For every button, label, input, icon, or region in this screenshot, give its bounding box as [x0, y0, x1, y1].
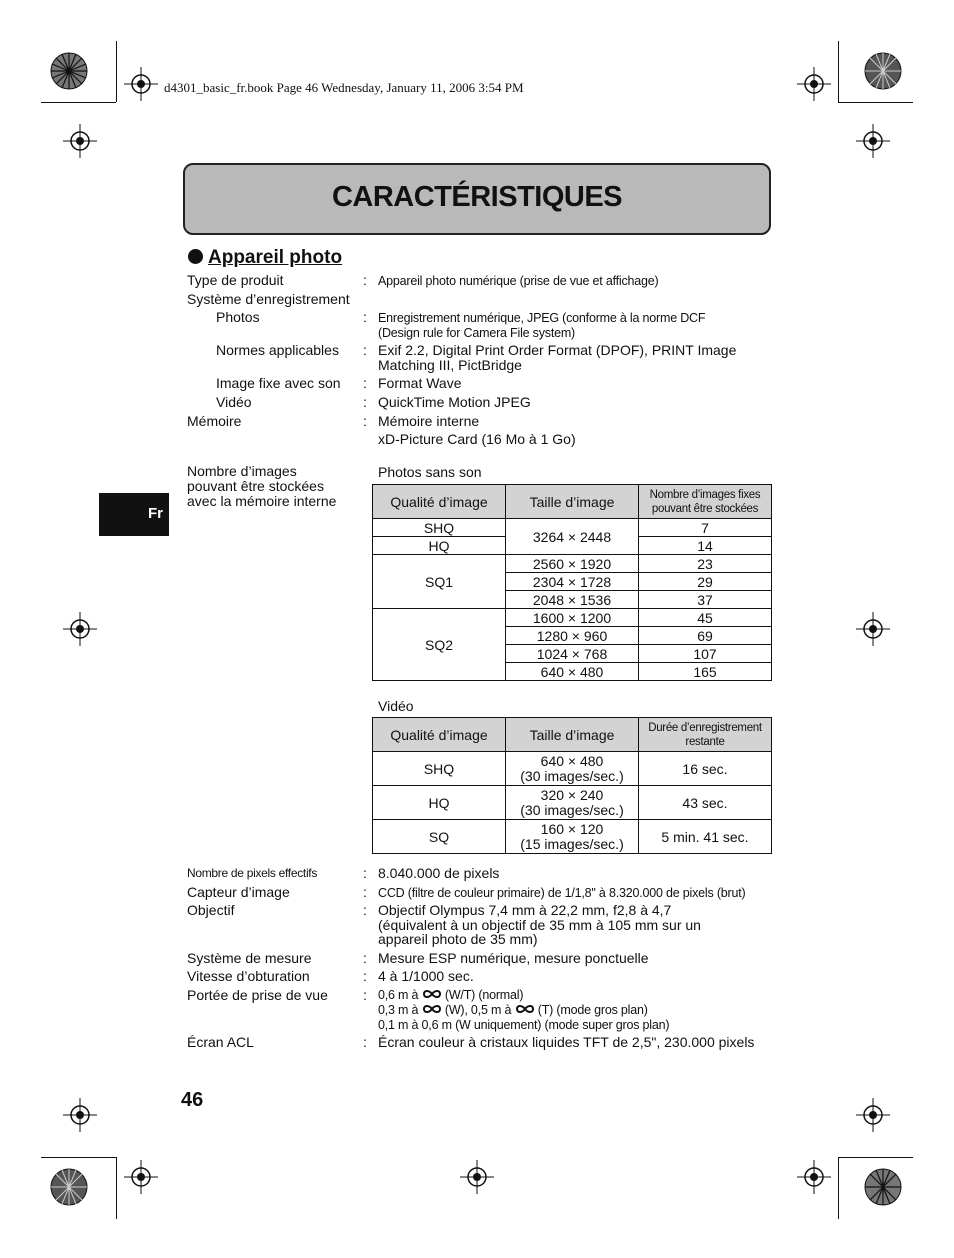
section-title: [188, 247, 342, 269]
spec-value: QuickTime Motion JPEG: [378, 394, 531, 410]
table-cell: 5 min. 41 sec.: [639, 820, 772, 854]
table-cell: HQ: [373, 537, 506, 555]
table-cell: 3264 × 2448: [506, 519, 639, 555]
table-header: Qualité d’image: [373, 718, 506, 752]
spec-value: Mesure ESP numérique, mesure ponctuelle: [378, 950, 649, 966]
table-cell: 2304 × 1728: [506, 573, 639, 591]
spec-value: Écran couleur à cristaux liquides TFT de 2,5", 230.000 pixels: [378, 1034, 755, 1050]
registration-mark-icon: [63, 124, 97, 158]
table-cell: SQ1: [373, 555, 506, 609]
table-cell: 320 × 240 (30 images/sec.): [506, 786, 639, 820]
bullet-icon: [188, 249, 203, 264]
table-cell: 14: [639, 537, 772, 555]
spec-label: Nombre de pixels effectifs: [187, 866, 318, 880]
spec-label: Portée de prise de vue: [187, 987, 328, 1003]
table-cell: 165: [639, 663, 772, 681]
video-table: [372, 717, 772, 854]
table-header: Taille d’image: [506, 485, 639, 519]
table-row: [373, 786, 772, 820]
table-cell: 69: [639, 627, 772, 645]
spec-value: 0,1 m à 0,6 m (W uniquement) (mode super gros plan): [378, 1018, 670, 1032]
table-header: Qualité d’image: [373, 485, 506, 519]
table-cell: SHQ: [373, 752, 506, 786]
table-row: [373, 519, 772, 537]
spec-label: Système d’enregistrement: [187, 291, 350, 307]
registration-mark-icon: [856, 124, 890, 158]
photo-table: [372, 484, 772, 681]
spec-label: Objectif: [187, 902, 235, 918]
spec-value: appareil photo de 35 mm): [378, 931, 538, 947]
infinity-icon: [422, 1004, 442, 1014]
table-cell: 1600 × 1200: [506, 609, 639, 627]
spec-label: pouvant être stockées: [187, 478, 324, 494]
spec-label: Type de produit: [187, 272, 284, 288]
spec-label: Système de mesure: [187, 950, 312, 966]
table-cell: 1280 × 960: [506, 627, 639, 645]
spec-label: Capteur d’image: [187, 884, 290, 900]
table-row: [373, 609, 772, 627]
table-cell: SHQ: [373, 519, 506, 537]
spec-label: Normes applicables: [216, 342, 339, 358]
spec-value: 0,6 m à (W/T) (normal): [378, 988, 524, 1002]
spec-label: Vidéo: [216, 394, 252, 410]
table-header-row: [373, 485, 772, 519]
table-row: [373, 752, 772, 786]
section-title-text: Appareil photo: [208, 247, 343, 268]
color-target-icon: [864, 1168, 902, 1206]
table-cell: 1024 × 768: [506, 645, 639, 663]
registration-mark-icon: [797, 67, 831, 101]
table-cell: 7: [639, 519, 772, 537]
table-cell: 107: [639, 645, 772, 663]
registration-mark-icon: [856, 1098, 890, 1132]
language-tab-label: Fr: [148, 505, 163, 522]
table-cell: SQ: [373, 820, 506, 854]
photo-table-caption: Photos sans son: [378, 464, 482, 480]
color-target-icon: [50, 1168, 88, 1206]
spec-value: Objectif Olympus 7,4 mm à 22,2 mm, f2,8 à 4,7: [378, 902, 672, 918]
spec-colon: :: [363, 987, 367, 1003]
spec-label: Mémoire: [187, 413, 242, 429]
spec-label: avec la mémoire interne: [187, 493, 337, 509]
spec-value: 4 à 1/1000 sec.: [378, 968, 474, 984]
spec-label: Nombre d’images: [187, 463, 297, 479]
spec-value: (équivalent à un objectif de 35 mm à 105 mm sur un: [378, 917, 701, 933]
spec-colon: :: [363, 884, 367, 900]
spec-colon: :: [363, 272, 367, 288]
table-cell: 640 × 480: [506, 663, 639, 681]
table-cell: 45: [639, 609, 772, 627]
spec-value: Mémoire interne: [378, 413, 480, 429]
spec-colon: :: [363, 950, 367, 966]
infinity-icon: [515, 1004, 535, 1014]
spec-value: Appareil photo numérique (prise de vue et affichage): [378, 274, 659, 288]
page-title-box: [183, 163, 771, 235]
spec-colon: :: [363, 342, 367, 358]
spec-value: CCD (filtre de couleur primaire) de 1/1,8" à 8.320.000 de pixels (brut): [378, 886, 746, 900]
table-row: [373, 555, 772, 573]
table-cell: 16 sec.: [639, 752, 772, 786]
spec-value: Matching III, PictBridge: [378, 357, 522, 373]
table-header-row: [373, 718, 772, 752]
table-cell: 640 × 480 (30 images/sec.): [506, 752, 639, 786]
color-target-icon: [50, 52, 88, 90]
registration-mark-icon: [460, 1160, 494, 1194]
registration-mark-icon: [856, 612, 890, 646]
spec-colon: :: [363, 309, 367, 325]
spec-colon: :: [363, 968, 367, 984]
table-header: Nombre d’images fixes pouvant être stockées: [639, 485, 772, 519]
spec-colon: :: [363, 902, 367, 918]
language-tab: [99, 493, 169, 536]
table-cell: 37: [639, 591, 772, 609]
table-cell: 43 sec.: [639, 786, 772, 820]
spec-value: Enregistrement numérique, JPEG (conforme à la norme DCF: [378, 311, 706, 325]
table-cell: 29: [639, 573, 772, 591]
table-cell: 23: [639, 555, 772, 573]
spec-label: Photos: [216, 309, 260, 325]
spec-value: 8.040.000 de pixels: [378, 865, 500, 881]
registration-mark-icon: [63, 1098, 97, 1132]
registration-mark-icon: [63, 612, 97, 646]
table-header: Durée d’enregistrement restante: [639, 718, 772, 752]
spec-colon: :: [363, 413, 367, 429]
spec-colon: :: [363, 394, 367, 410]
spec-colon: :: [363, 1034, 367, 1050]
infinity-icon: [422, 989, 442, 999]
color-target-icon: [864, 52, 902, 90]
table-cell: 160 × 120 (15 images/sec.): [506, 820, 639, 854]
registration-mark-icon: [797, 1160, 831, 1194]
table-cell: SQ2: [373, 609, 506, 681]
page-number: 46: [181, 1089, 204, 1111]
video-table-caption: Vidéo: [378, 698, 414, 714]
registration-mark-icon: [124, 1160, 158, 1194]
registration-mark-icon: [124, 67, 158, 101]
table-header: Taille d’image: [506, 718, 639, 752]
spec-value: Exif 2.2, Digital Print Order Format (DPOF), PRINT Image: [378, 342, 737, 358]
table-cell: HQ: [373, 786, 506, 820]
table-row: [373, 820, 772, 854]
page-title: CARACTÉRISTIQUES: [331, 181, 623, 213]
spec-label: Image fixe avec son: [216, 375, 341, 391]
spec-value: (Design rule for Camera File system): [378, 326, 576, 340]
table-cell: 2560 × 1920: [506, 555, 639, 573]
print-info-header: d4301_basic_fr.book Page 46 Wednesday, January 11, 2006 3:54 PM: [164, 80, 524, 95]
spec-value: xD-Picture Card (16 Mo à 1 Go): [378, 431, 576, 447]
spec-value: Format Wave: [378, 375, 462, 391]
spec-value: 0,3 m à (W), 0,5 m à (T) (mode gros plan): [378, 1003, 648, 1017]
spec-label: Vitesse d’obturation: [187, 968, 310, 984]
spec-colon: :: [363, 865, 367, 881]
table-cell: 2048 × 1536: [506, 591, 639, 609]
spec-label: Écran ACL: [187, 1034, 254, 1050]
spec-colon: :: [363, 375, 367, 391]
